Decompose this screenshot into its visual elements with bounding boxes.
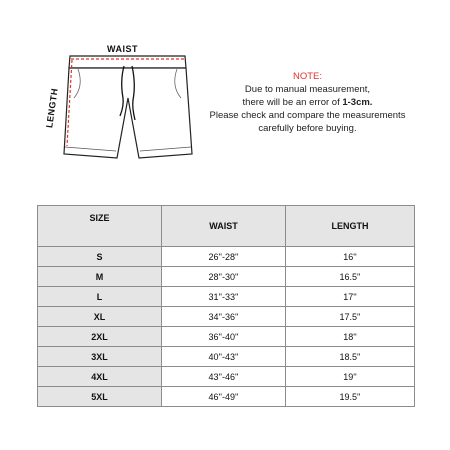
- length-cell: 17.5'': [286, 307, 415, 327]
- size-cell: M: [38, 267, 162, 287]
- waistband: [69, 56, 186, 68]
- note-line-2-text: there will be an error of: [242, 97, 343, 108]
- length-label: LENGTH: [44, 87, 60, 129]
- note-line-1: Due to manual measurement,: [244, 84, 371, 95]
- length-cell: 17'': [286, 287, 415, 307]
- size-cell: 3XL: [38, 347, 162, 367]
- waist-cell: 36''-40'': [162, 327, 286, 347]
- table-row: [38, 387, 415, 407]
- size-cell: 2XL: [38, 327, 162, 347]
- size-cell: 5XL: [38, 387, 162, 407]
- note-line-2: [195, 96, 420, 109]
- table-row: [38, 327, 415, 347]
- header-size: SIZE: [38, 206, 162, 247]
- note-line-3: Please check and compare the measurements: [209, 110, 406, 121]
- waist-cell: 40''-43'': [162, 347, 286, 367]
- shorts-illustration: [40, 36, 210, 166]
- size-cell: XL: [38, 307, 162, 327]
- note-line-4: carefully before buying.: [258, 123, 357, 134]
- waist-cell: 26''-28'': [162, 247, 286, 267]
- length-cell: 18.5'': [286, 347, 415, 367]
- waist-cell: 28''-30'': [162, 267, 286, 287]
- size-cell: 4XL: [38, 367, 162, 387]
- length-cell: 19.5'': [286, 387, 415, 407]
- length-cell: 16'': [286, 247, 415, 267]
- table-header-row: [38, 206, 415, 247]
- waist-cell: 46''-49'': [162, 387, 286, 407]
- length-cell: 18'': [286, 327, 415, 347]
- size-cell: S: [38, 247, 162, 267]
- size-cell: L: [38, 287, 162, 307]
- waist-cell: 43''-46'': [162, 367, 286, 387]
- note-error-range: 1-3cm.: [342, 97, 373, 108]
- table-row: [38, 307, 415, 327]
- table-row: [38, 267, 415, 287]
- waist-cell: 31''-33'': [162, 287, 286, 307]
- header-waist: WAIST: [162, 206, 286, 247]
- waist-cell: 34''-36'': [162, 307, 286, 327]
- table-row: [38, 287, 415, 307]
- table-row: [38, 367, 415, 387]
- waist-label: WAIST: [107, 44, 138, 54]
- length-cell: 19'': [286, 367, 415, 387]
- measurement-note: [195, 70, 420, 135]
- length-cell: 16.5'': [286, 267, 415, 287]
- size-chart-table: [37, 205, 415, 407]
- table-row: [38, 347, 415, 367]
- table-row: [38, 247, 415, 267]
- shorts-body: [64, 68, 192, 158]
- note-title: NOTE:: [292, 71, 323, 82]
- header-length: LENGTH: [286, 206, 415, 247]
